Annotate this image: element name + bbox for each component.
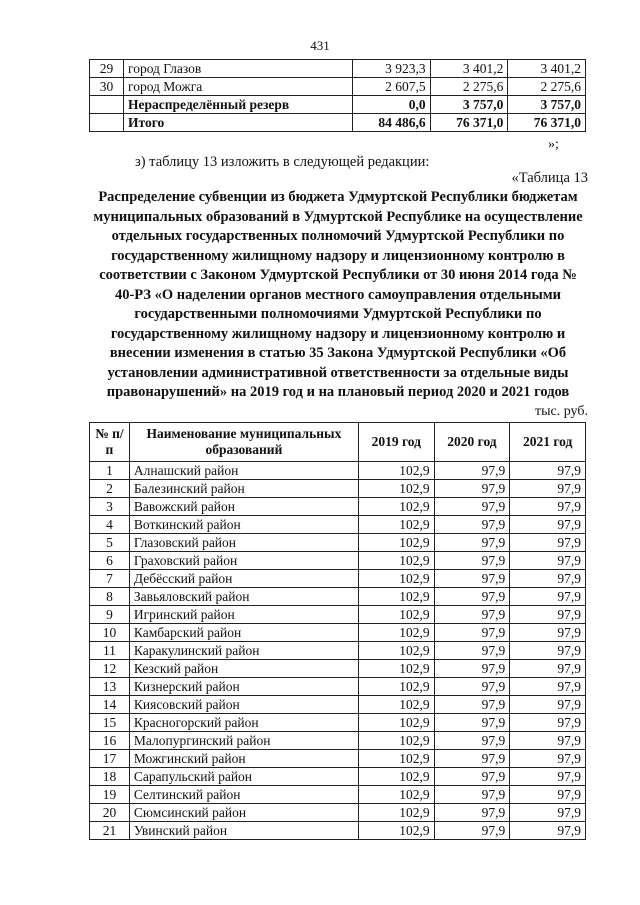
cell-name: Камбарский район xyxy=(129,624,358,642)
summary-cell-v2020: 76 371,0 xyxy=(430,114,508,132)
table-row xyxy=(90,714,586,732)
cell-v2019: 102,9 xyxy=(358,606,434,624)
cell-v2020: 97,9 xyxy=(434,570,510,588)
table-label: «Таблица 13 xyxy=(511,170,588,186)
table-row xyxy=(90,822,586,840)
summary-row xyxy=(90,114,586,132)
summary-cell-num xyxy=(90,114,124,132)
cell-v2020: 97,9 xyxy=(434,678,510,696)
cell-num: 14 xyxy=(90,696,130,714)
table-row xyxy=(90,534,586,552)
summary-row xyxy=(90,96,586,114)
summary-cell-v2020: 3 757,0 xyxy=(430,96,508,114)
cell-v2020: 97,9 xyxy=(434,804,510,822)
cell-num: 9 xyxy=(90,606,130,624)
cell-name: Алнашский район xyxy=(129,462,358,480)
cell-v2020: 97,9 xyxy=(434,498,510,516)
cell-v2020: 97,9 xyxy=(434,462,510,480)
cell-v2020: 97,9 xyxy=(434,588,510,606)
summary-cell-v2021: 3 757,0 xyxy=(508,96,586,114)
cell-v2021: 97,9 xyxy=(510,552,586,570)
summary-cell-v2019: 2 607,5 xyxy=(353,78,431,96)
table-row xyxy=(90,516,586,534)
table-row xyxy=(90,750,586,768)
cell-v2019: 102,9 xyxy=(358,642,434,660)
header-2021: 2021 год xyxy=(510,423,586,462)
cell-num: 11 xyxy=(90,642,130,660)
cell-v2019: 102,9 xyxy=(358,768,434,786)
cell-v2021: 97,9 xyxy=(510,624,586,642)
cell-v2021: 97,9 xyxy=(510,480,586,498)
table-row xyxy=(90,570,586,588)
cell-v2019: 102,9 xyxy=(358,714,434,732)
cell-v2020: 97,9 xyxy=(434,624,510,642)
cell-v2019: 102,9 xyxy=(358,786,434,804)
cell-v2021: 97,9 xyxy=(510,678,586,696)
cell-v2020: 97,9 xyxy=(434,732,510,750)
table-row xyxy=(90,642,586,660)
cell-num: 2 xyxy=(90,480,130,498)
cell-name: Дебёсский район xyxy=(129,570,358,588)
table-row xyxy=(90,732,586,750)
cell-v2021: 97,9 xyxy=(510,660,586,678)
cell-num: 18 xyxy=(90,768,130,786)
subvention-table xyxy=(89,422,586,840)
cell-v2020: 97,9 xyxy=(434,534,510,552)
summary-cell-v2021: 76 371,0 xyxy=(508,114,586,132)
table-row xyxy=(90,552,586,570)
cell-name: Сарапульский район xyxy=(129,768,358,786)
cell-v2020: 97,9 xyxy=(434,696,510,714)
closing-quote: »; xyxy=(548,137,559,152)
cell-v2020: 97,9 xyxy=(434,714,510,732)
summary-cell-name: Итого xyxy=(124,114,353,132)
table-header-row xyxy=(90,423,586,462)
cell-name: Сюмсинский район xyxy=(129,804,358,822)
table-row xyxy=(90,678,586,696)
cell-name: Кизнерский район xyxy=(129,678,358,696)
cell-v2019: 102,9 xyxy=(358,552,434,570)
cell-v2020: 97,9 xyxy=(434,552,510,570)
summary-cell-v2019: 0,0 xyxy=(353,96,431,114)
cell-v2019: 102,9 xyxy=(358,732,434,750)
units-label: тыс. руб. xyxy=(535,404,588,419)
cell-v2020: 97,9 xyxy=(434,606,510,624)
cell-v2019: 102,9 xyxy=(358,822,434,840)
cell-num: 6 xyxy=(90,552,130,570)
summary-cell-name: Нераспределённый резерв xyxy=(124,96,353,114)
table-row xyxy=(90,480,586,498)
cell-name: Кезский район xyxy=(129,660,358,678)
summary-table-continuation xyxy=(89,59,586,132)
amendment-instruction: з) таблицу 13 изложить в следующей редакции: xyxy=(135,154,430,170)
cell-v2019: 102,9 xyxy=(358,516,434,534)
header-name: Наименование муниципальных образований xyxy=(129,423,358,462)
cell-v2021: 97,9 xyxy=(510,498,586,516)
cell-v2021: 97,9 xyxy=(510,462,586,480)
cell-num: 8 xyxy=(90,588,130,606)
cell-num: 12 xyxy=(90,660,130,678)
cell-num: 3 xyxy=(90,498,130,516)
cell-v2020: 97,9 xyxy=(434,516,510,534)
cell-num: 16 xyxy=(90,732,130,750)
header-num: № п/п xyxy=(90,423,130,462)
cell-num: 17 xyxy=(90,750,130,768)
cell-v2021: 97,9 xyxy=(510,750,586,768)
cell-num: 10 xyxy=(90,624,130,642)
header-2020: 2020 год xyxy=(434,423,510,462)
cell-v2019: 102,9 xyxy=(358,588,434,606)
summary-cell-v2020: 2 275,6 xyxy=(430,78,508,96)
cell-name: Красногорский район xyxy=(129,714,358,732)
cell-name: Киясовский район xyxy=(129,696,358,714)
cell-name: Вавожский район xyxy=(129,498,358,516)
cell-v2021: 97,9 xyxy=(510,714,586,732)
cell-v2019: 102,9 xyxy=(358,678,434,696)
summary-row xyxy=(90,78,586,96)
cell-name: Можгинский район xyxy=(129,750,358,768)
table-row xyxy=(90,588,586,606)
summary-cell-v2019: 84 486,6 xyxy=(353,114,431,132)
cell-name: Малопургинский район xyxy=(129,732,358,750)
cell-v2019: 102,9 xyxy=(358,660,434,678)
cell-v2021: 97,9 xyxy=(510,534,586,552)
cell-name: Каракулинский район xyxy=(129,642,358,660)
cell-name: Завьяловский район xyxy=(129,588,358,606)
table-row xyxy=(90,804,586,822)
cell-num: 1 xyxy=(90,462,130,480)
cell-v2019: 102,9 xyxy=(358,570,434,588)
cell-v2021: 97,9 xyxy=(510,642,586,660)
cell-v2021: 97,9 xyxy=(510,696,586,714)
summary-row xyxy=(90,60,586,78)
cell-v2021: 97,9 xyxy=(510,570,586,588)
summary-cell-num: 30 xyxy=(90,78,124,96)
cell-v2019: 102,9 xyxy=(358,534,434,552)
table-row xyxy=(90,660,586,678)
table-row xyxy=(90,624,586,642)
cell-name: Селтинский район xyxy=(129,786,358,804)
cell-name: Граховский район xyxy=(129,552,358,570)
cell-num: 20 xyxy=(90,804,130,822)
cell-name: Глазовский район xyxy=(129,534,358,552)
page-number: 431 xyxy=(310,38,330,53)
cell-num: 4 xyxy=(90,516,130,534)
summary-cell-name: город Можга xyxy=(124,78,353,96)
cell-name: Балезинский район xyxy=(129,480,358,498)
table-row xyxy=(90,786,586,804)
cell-v2021: 97,9 xyxy=(510,732,586,750)
cell-name: Игринский район xyxy=(129,606,358,624)
header-2019: 2019 год xyxy=(358,423,434,462)
cell-name: Воткинский район xyxy=(129,516,358,534)
cell-v2020: 97,9 xyxy=(434,786,510,804)
summary-cell-v2019: 3 923,3 xyxy=(353,60,431,78)
cell-num: 15 xyxy=(90,714,130,732)
cell-v2020: 97,9 xyxy=(434,660,510,678)
cell-v2019: 102,9 xyxy=(358,462,434,480)
summary-cell-v2020: 3 401,2 xyxy=(430,60,508,78)
table-row xyxy=(90,606,586,624)
table-row xyxy=(90,498,586,516)
summary-cell-v2021: 2 275,6 xyxy=(508,78,586,96)
cell-num: 21 xyxy=(90,822,130,840)
cell-v2020: 97,9 xyxy=(434,480,510,498)
summary-cell-name: город Глазов xyxy=(124,60,353,78)
summary-cell-num xyxy=(90,96,124,114)
cell-v2019: 102,9 xyxy=(358,498,434,516)
cell-v2021: 97,9 xyxy=(510,588,586,606)
cell-num: 7 xyxy=(90,570,130,588)
table-row xyxy=(90,768,586,786)
cell-num: 19 xyxy=(90,786,130,804)
cell-v2020: 97,9 xyxy=(434,750,510,768)
summary-cell-v2021: 3 401,2 xyxy=(508,60,586,78)
cell-v2021: 97,9 xyxy=(510,516,586,534)
table-heading: Распределение субвенции из бюджета Удмуртской Республики бюджетам муниципальных образований в Удмуртской Республике на осуществление отдельных государственных полномочий Удмуртской Республики по государственному жилищному надзору и лицензионному контролю в соответствии с Законом Удмуртской Республики от 30 июня 2014 года № 40-РЗ «О наделении органов местного самоуправления отдельными государственными полномочиями Удмуртской Республики по государственному жилищному надзору и лицензионному контролю и внесении изменения в статью 35 Закона Удмуртской Республики «Об установлении административной ответственности за отдельные виды правонарушений» на 2019 год и на плановый период 2020 и 2021 годов xyxy=(93,189,583,400)
cell-v2019: 102,9 xyxy=(358,804,434,822)
cell-num: 13 xyxy=(90,678,130,696)
cell-v2019: 102,9 xyxy=(358,750,434,768)
cell-v2021: 97,9 xyxy=(510,768,586,786)
cell-v2020: 97,9 xyxy=(434,642,510,660)
cell-v2021: 97,9 xyxy=(510,786,586,804)
cell-v2021: 97,9 xyxy=(510,804,586,822)
cell-v2020: 97,9 xyxy=(434,822,510,840)
cell-v2019: 102,9 xyxy=(358,624,434,642)
cell-v2019: 102,9 xyxy=(358,480,434,498)
cell-v2019: 102,9 xyxy=(358,696,434,714)
cell-v2020: 97,9 xyxy=(434,768,510,786)
table-row xyxy=(90,696,586,714)
summary-cell-num: 29 xyxy=(90,60,124,78)
cell-num: 5 xyxy=(90,534,130,552)
cell-v2021: 97,9 xyxy=(510,822,586,840)
cell-v2021: 97,9 xyxy=(510,606,586,624)
cell-name: Увинский район xyxy=(129,822,358,840)
table-row xyxy=(90,462,586,480)
